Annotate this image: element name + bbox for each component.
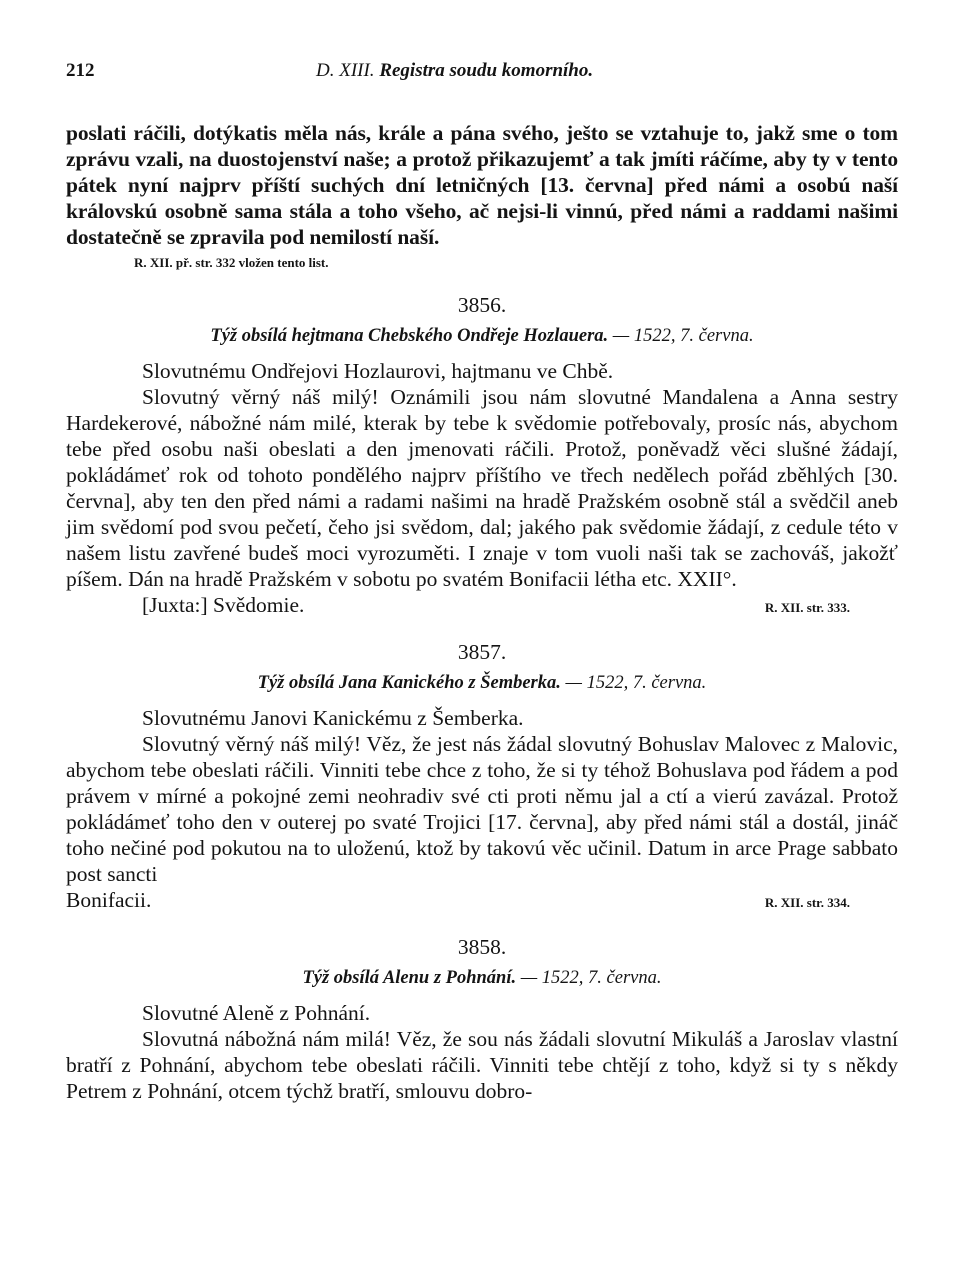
section-reference: R. XII. str. 333. — [764, 600, 850, 615]
section-closing-line — [66, 887, 898, 916]
section-closing-text: [Juxta:] Svědomie. — [142, 593, 305, 617]
section-3856 — [66, 292, 898, 621]
section-body: Slovutná nábožná nám milá! Věz, že sou nás žádali slovutní Mikuláš a Jaroslav vlastní bratří z Pohnání, abychom tebe obeslati ráčili. Vinniti tebe chtějí z toho, když si ty s někdy Petrem z Pohnání, otcem týchž bratří, smlouvu dobro- — [66, 1027, 898, 1103]
section-address: Slovutné Aleně z Pohnání. — [142, 1001, 371, 1025]
section-heading — [66, 966, 898, 990]
page-header — [66, 58, 898, 92]
section-heading — [66, 324, 898, 348]
section-closing-text: Bonifacii. — [66, 888, 152, 912]
running-head — [316, 58, 593, 84]
section-number: 3858. — [457, 935, 507, 959]
intro-note: R. XII. př. str. 332 vložen tento list. — [134, 255, 329, 270]
page-number: 212 — [66, 60, 95, 81]
section-heading-main: Týž obsílá Alenu z Pohnání. — [302, 968, 517, 988]
section-heading-date: — 1522, 7. června. — [565, 673, 707, 693]
section-heading-main: Týž obsílá hejtmana Chebského Ondřeje Hozlauera. — [210, 326, 609, 346]
section-heading-date: — 1522, 7. června. — [612, 326, 754, 346]
document-page — [66, 58, 898, 1104]
section-reference: R. XII. str. 334. — [764, 895, 850, 910]
section-number: 3856. — [457, 293, 507, 317]
running-head-title: Registra soudu komorního. — [379, 60, 594, 81]
section-address: Slovutnému Janovi Kanickému z Šemberka. — [142, 706, 524, 730]
running-head-prefix: D. XIII. — [316, 60, 375, 81]
intro-paragraph: poslati ráčili, dotýkatis měla nás, krále a pána svého, ješto se vztahuje to, jakž sme o tom zprávu vzali, na duostojenství naše; a protož přikazujemť a tak jmíti ráčíme, aby ty v tento pátek nyní najprv příští suchých dní letničných [13. června] před námi a osobú naší královskú osobně sama stála a toho všeho, ač nejsi-li vinnú, před námi a raddami našimi dostatečně se zpravila pod nemilostí naší. — [66, 121, 898, 249]
section-body: Slovutný věrný náš milý! Věz, že jest nás žádal slovutný Bohuslav Malovec z Malovic, abychom tebe obeslati ráčili. Vinniti tebe chce z toho, že si ty téhož Bohuslava pod řádem a pod právem v mírné a pokojné zemi neohradiv své cti proti němu jal a ctí a vierú zavázal. Protož pokládámeť toho den v outerej po svaté Trojici [17. června], aby před námi stál a dostál, jináč toho nečiné pod pokutou na to uloženú, ktož by takovú věc učinil. Datum in arce Prage sabbato post sancti — [66, 732, 898, 886]
section-address: Slovutnému Ondřejovi Hozlaurovi, hajtmanu ve Chbě. — [142, 359, 614, 383]
section-body: Slovutný věrný náš milý! Oznámili jsou nám slovutné Mandalena a Anna sestry Hardekerové, nábožné nám milé, kterak by tebe k svědomie potřebovaly, prosíc nás, abychom tebe před osobu naši obeslati a den jmenovati ráčili. Protož, poněvadž věci slušné žádají, pokládámeť rok od tohoto ponděléhо najprv příštího ve třech nedělech pořád zběhlých [30. června], aby ten den před námi a radami našimi na hradě Pražském osobně stál a svědčil aneb jim svědomí pod svou pečetí, čeho jsi svědom, dal; jakého pak svědomie žádají, z cedule této v našem listu zavřené budeš moci vyrozuměti. I znaje v tom vuoli naši tak se zachováš, jakožť píšem. Dán na hradě Pražském v sobotu po svatém Bonifacii létha etc. XXII°. — [66, 385, 898, 591]
section-number: 3857. — [457, 640, 507, 664]
section-3857 — [66, 639, 898, 916]
section-heading-date: — 1522, 7. června. — [520, 968, 662, 988]
section-closing-line — [66, 592, 898, 621]
section-3858 — [66, 934, 898, 1104]
section-heading-main: Týž obsílá Jana Kanického z Šemberka. — [257, 673, 561, 693]
section-heading — [66, 671, 898, 695]
